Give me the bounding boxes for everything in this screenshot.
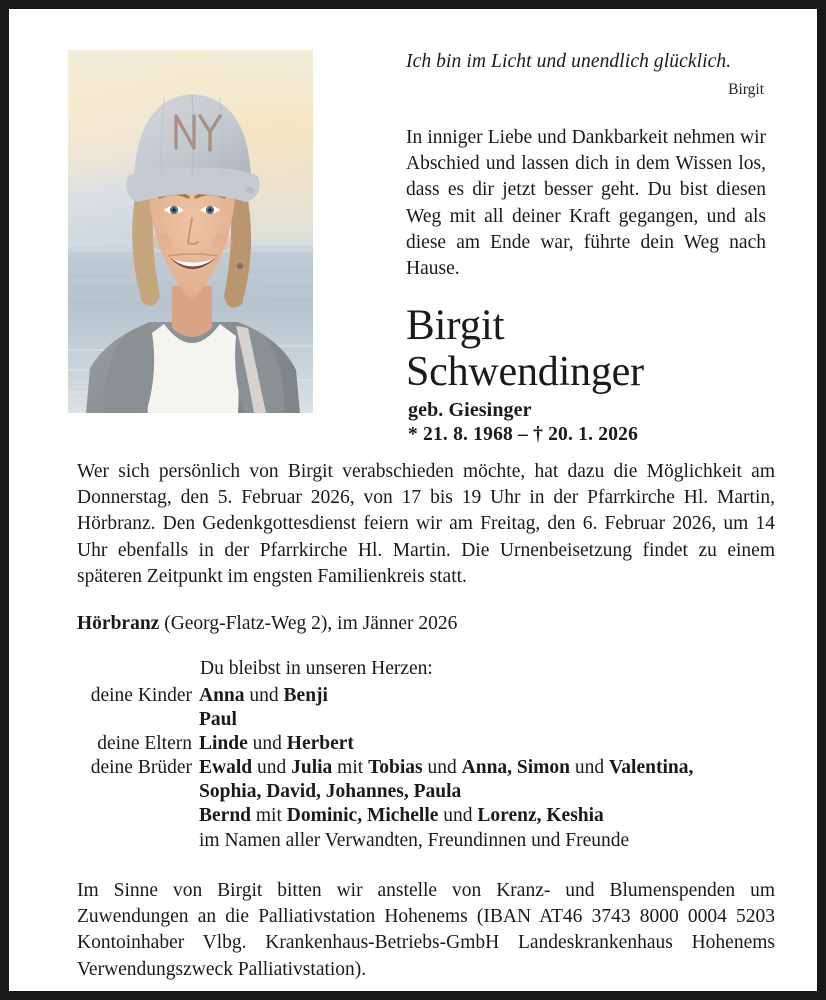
right-column xyxy=(406,50,766,446)
ceremony-details: Wer sich persönlich von Birgit verabschieden möchte, hat dazu die Möglichkeit am Donnerstag, den 5. Februar 2026, von 17 bis 19 Uhr in der Pfarrkirche Hl. Martin, Hörbranz. Den Gedenkgottesdienst feiern wir am Freitag, den 6. Februar 2026, um 14 Uhr ebenfalls in der Pfarrkirche Hl. Martin. Die Urnenbeisetzung findet zu einem späteren Zeitpunkt im engsten Familienkreis statt. xyxy=(77,461,775,587)
family-relation-label: deine Kinder xyxy=(90,685,192,706)
family-member-names: Sophia, David, Johannes, Paula xyxy=(199,781,462,802)
quote-attribution: Birgit xyxy=(728,80,764,98)
memorial-quote: Ich bin im Licht und unendlich glücklich. xyxy=(406,51,732,72)
maiden-name: geb. Giesinger xyxy=(408,398,532,421)
family-rows xyxy=(77,684,787,827)
family-member-names: Paul xyxy=(199,709,237,730)
family-heading: Du bleibst in unseren Herzen: xyxy=(200,658,433,679)
family-list xyxy=(77,684,787,852)
family-row xyxy=(77,804,787,827)
donation-text: Im Sinne von Birgit bitten wir anstelle von Kranz- und Blumenspenden um Zuwendungen an die Palliativstation Hohenems (IBAN AT46 3743 8000 0004 5203 Kontoinhaber Vlbg. Krankenhaus-Betriebs-GmbH Landeskrankenhaus Hohenems Verwendungszweck Palliativstation). xyxy=(77,880,775,980)
family-row xyxy=(77,732,787,755)
notice-page xyxy=(9,9,817,991)
family-member-names: Ewald und Julia mit Tobias und Anna, Simon und Valentina, xyxy=(199,757,694,778)
family-closing-line: im Namen aller Verwandten, Freundinnen und Freunde xyxy=(199,830,630,851)
portrait-photo xyxy=(68,50,313,413)
family-member-names: Bernd mit Dominic, Michelle und Lorenz, Keshia xyxy=(199,805,604,826)
family-row xyxy=(77,756,787,779)
family-row xyxy=(77,684,787,707)
donation-notice xyxy=(77,878,775,983)
family-member-names: Linde und Herbert xyxy=(199,733,354,754)
intro-paragraph: In inniger Liebe und Dankbarkeit nehmen wir Abschied und lassen dich in dem Wissen los, dass es dir jetzt besser geht. Du bist diesen Weg mit all deiner Kraft gegangen, und als diese am Ende war, führte dein Weg nach Hause. xyxy=(406,126,766,280)
family-row xyxy=(77,780,787,803)
given-name: Birgit xyxy=(406,302,505,350)
town-name: Hörbranz xyxy=(77,613,160,634)
earring xyxy=(237,263,243,269)
family-relation-label: deine Brüder xyxy=(90,757,192,778)
name-block xyxy=(406,304,766,446)
family-row xyxy=(77,708,787,731)
family-relation-label: deine Eltern xyxy=(97,733,192,754)
life-dates: * 21. 8. 1968 – † 20. 1. 2026 xyxy=(408,423,639,445)
place-date-line xyxy=(77,613,775,635)
portrait-illustration xyxy=(68,50,313,413)
family-member-names: Anna und Benji xyxy=(199,685,328,706)
place-date-rest: (Georg-Flatz-Weg 2), im Jänner 2026 xyxy=(159,613,458,634)
family-heading-wrap xyxy=(77,658,775,680)
family-name: Schwendinger xyxy=(406,348,644,395)
